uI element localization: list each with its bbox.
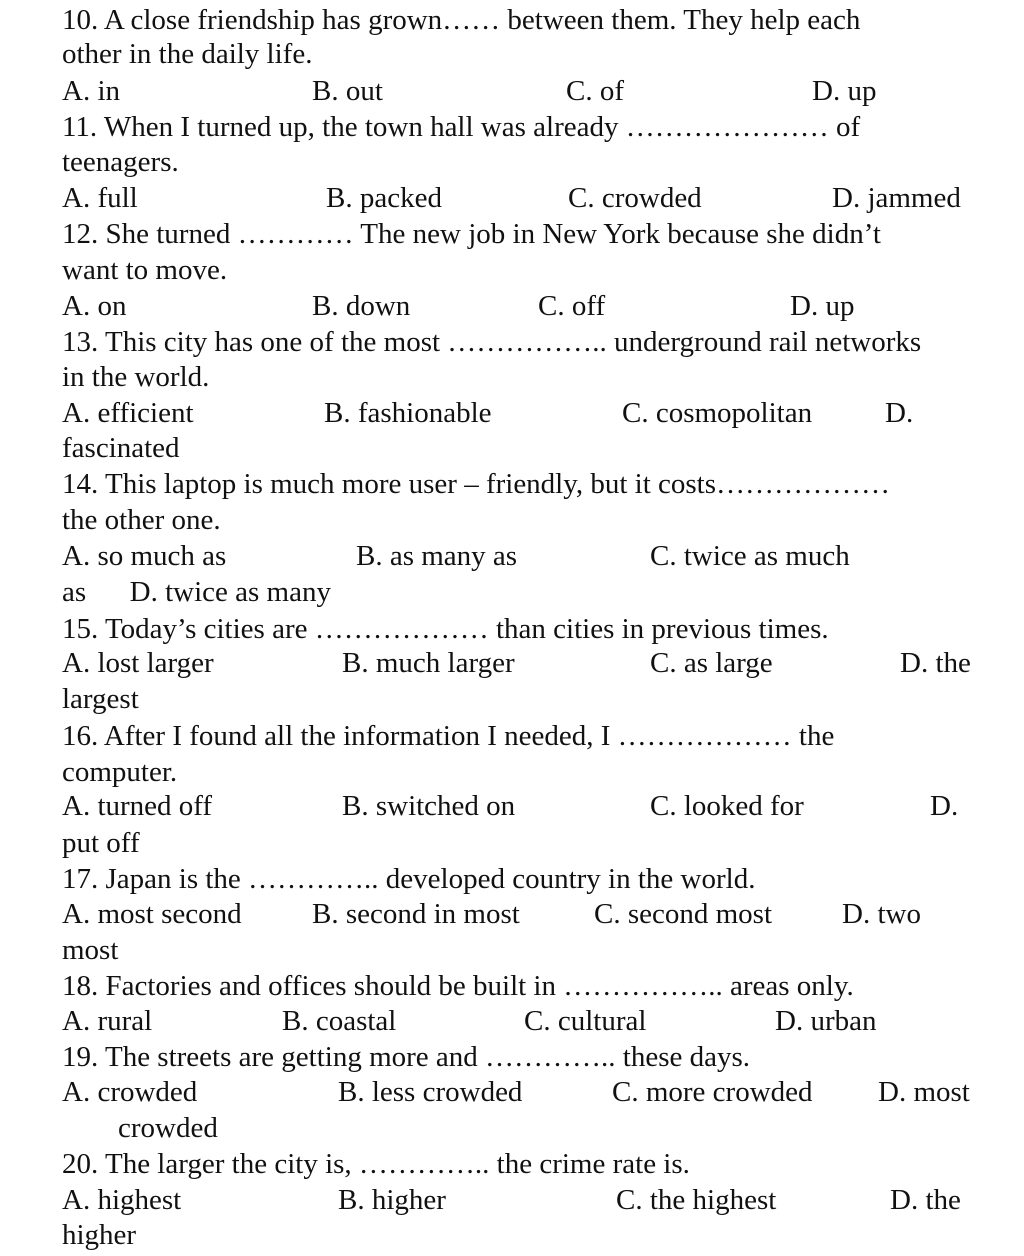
question-19-option-b: B. less crowded: [338, 1076, 523, 1108]
question-17-option-b: B. second in most: [312, 898, 520, 930]
question-14-option-c: C. twice as much: [650, 540, 850, 572]
question-13-option-d-cont: fascinated: [62, 432, 180, 464]
question-20-option-b: B. higher: [338, 1184, 446, 1216]
question-13-option-a: A. efficient: [62, 397, 194, 429]
question-13-option-b: B. fashionable: [324, 397, 492, 429]
question-16-option-a: A. turned off: [62, 790, 213, 822]
question-14-option-a: A. so much as: [62, 540, 227, 572]
question-11-text: 11. When I turned up, the town hall was already ………………… of: [62, 111, 861, 143]
question-14-text: 14. This laptop is much more user – friendly, but it costs………………: [62, 468, 891, 500]
question-15-text: 15. Today’s cities are ……………… than cities in previous times.: [62, 613, 829, 645]
question-12-option-c: C. off: [538, 290, 606, 322]
question-10-text: 10. A close friendship has grown…… between them. They help each: [62, 4, 861, 36]
question-13-text-cont: in the world.: [62, 361, 210, 393]
question-15-option-c: C. as large: [650, 647, 773, 679]
question-20-option-d: D. the: [890, 1184, 961, 1216]
question-10-option-b: B. out: [312, 75, 383, 107]
question-11-text-cont: teenagers.: [62, 146, 179, 178]
question-14-option-b: B. as many as: [356, 540, 518, 572]
question-20-option-d-cont: higher: [62, 1219, 137, 1251]
question-19-option-d: D. most: [878, 1076, 970, 1108]
question-16-option-d-cont: put off: [62, 827, 140, 859]
question-12-option-a: A. on: [62, 290, 127, 322]
question-10-option-d: D. up: [812, 75, 877, 107]
question-10-option-c: C. of: [566, 75, 624, 107]
question-12-option-b: B. down: [312, 290, 411, 322]
question-15-option-b: B. much larger: [342, 647, 515, 679]
question-11-option-c: C. crowded: [568, 182, 702, 214]
question-15-option-a: A. lost larger: [62, 647, 214, 679]
question-17-option-d-cont: most: [62, 934, 119, 966]
question-15-option-d-cont: largest: [62, 683, 139, 715]
question-20-text: 20. The larger the city is, ………….. the crime rate is.: [62, 1148, 690, 1180]
question-16-text-cont: computer.: [62, 756, 178, 788]
question-14-text-cont: the other one.: [62, 504, 221, 536]
question-11-option-a: A. full: [62, 182, 138, 214]
question-13-option-d: D.: [885, 397, 914, 429]
question-20-option-c: C. the highest: [616, 1184, 777, 1216]
question-12-text: 12. She turned ………… The new job in New York because she didn’t: [62, 218, 881, 250]
question-14-option-d: as D. twice as many: [62, 576, 331, 608]
question-16-text: 16. After I found all the information I needed, I ……………… the: [62, 720, 835, 752]
question-19-option-d-cont: crowded: [118, 1112, 218, 1144]
question-10-option-a: A. in: [62, 75, 120, 107]
question-18-option-c: C. cultural: [524, 1005, 647, 1037]
question-15-option-d: D. the: [900, 647, 971, 679]
question-19-text: 19. The streets are getting more and ………….. these days.: [62, 1041, 751, 1073]
question-13-option-c: C. cosmopolitan: [622, 397, 813, 429]
question-11-option-b: B. packed: [326, 182, 442, 214]
question-20-option-a: A. highest: [62, 1184, 182, 1216]
question-18-text: 18. Factories and offices should be built in …………….. areas only.: [62, 970, 854, 1002]
question-19-option-a: A. crowded: [62, 1076, 198, 1108]
question-13-text: 13. This city has one of the most …………….. underground rail networks: [62, 326, 922, 358]
question-17-option-a: A. most second: [62, 898, 242, 930]
question-17-option-d: D. two: [842, 898, 921, 930]
question-17-option-c: C. second most: [594, 898, 773, 930]
question-18-option-d: D. urban: [775, 1005, 877, 1037]
question-16-option-d: D.: [930, 790, 959, 822]
question-12-option-d: D. up: [790, 290, 855, 322]
question-19-option-c: C. more crowded: [612, 1076, 813, 1108]
question-10-text-cont: other in the daily life.: [62, 38, 313, 70]
question-16-option-c: C. looked for: [650, 790, 804, 822]
question-18-option-a: A. rural: [62, 1005, 153, 1037]
question-17-text: 17. Japan is the ………….. developed country in the world.: [62, 863, 756, 895]
question-18-option-b: B. coastal: [282, 1005, 397, 1037]
question-11-option-d: D. jammed: [832, 182, 961, 214]
question-12-text-cont: want to move.: [62, 254, 228, 286]
question-16-option-b: B. switched on: [342, 790, 516, 822]
